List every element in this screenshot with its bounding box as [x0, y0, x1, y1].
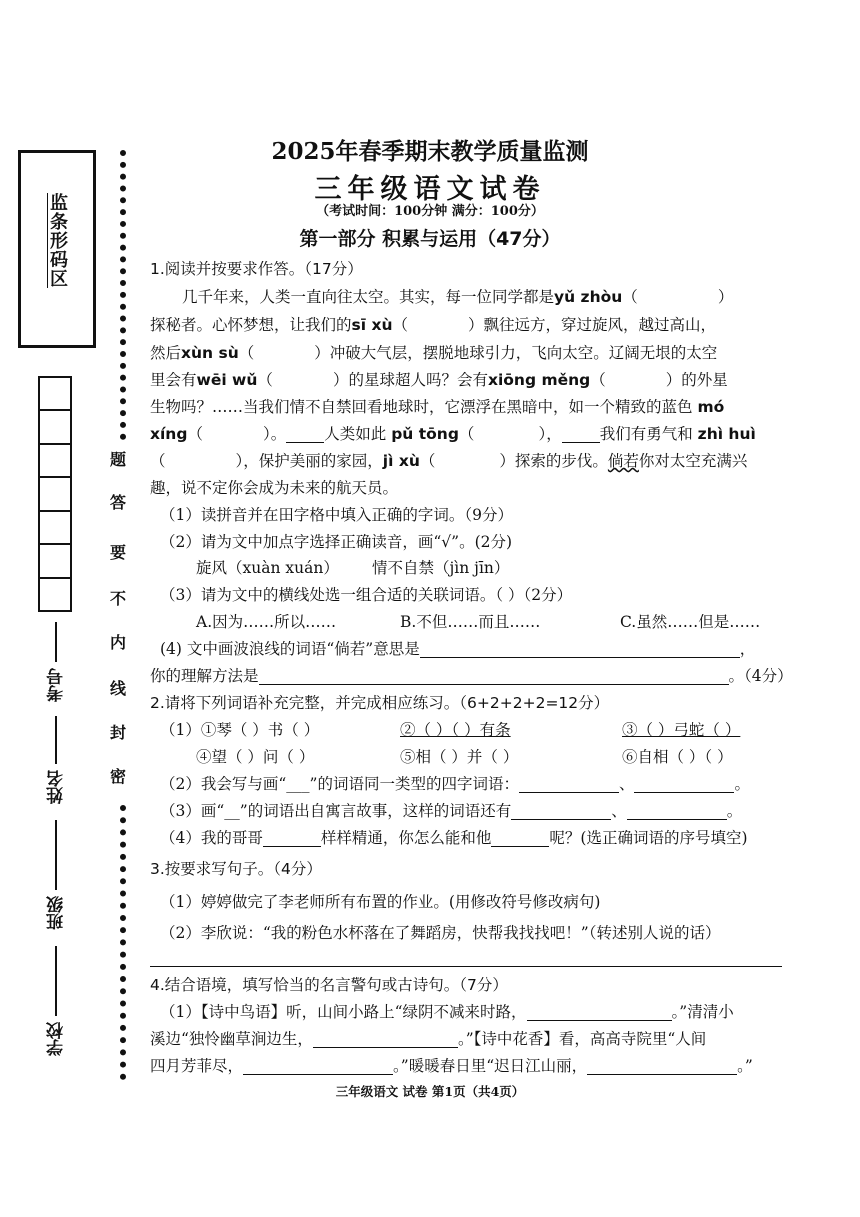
q1-passage-line: 里会有wēi wǔ（ ）的星球超人吗？会有xiōng měng（ ）的外星 [150, 371, 728, 389]
q1-option-a: A.因为……所以…… [196, 613, 337, 631]
q4-line: （1）【诗中鸟语】听，山间小路上“绿阴不减来时路， 。”清清小 [160, 1003, 734, 1021]
class-line [55, 946, 57, 1016]
q1-passage-line: 然后xùn sù（ ）冲破大气层，摆脱地球引力，飞向太空。辽阔无垠的太空 [150, 344, 718, 362]
q1-sub2-option: 旋风（xuàn xuán） [196, 559, 339, 577]
q2-row2-c: ⑥自相（ ）（ ） [622, 748, 733, 766]
q1-sub3: （3）请为文中的横线处选一组合适的关联词语。（ ）（2分） [160, 586, 573, 604]
q2-title: 2.请将下列词语补充完整，并完成相应练习。（6+2+2+2=12分） [150, 694, 610, 712]
q2-sub3: （3）画“__”的词语出自寓言故事，这样的词语还有 、 。 [160, 802, 743, 820]
seal-char: 线 [110, 679, 127, 698]
q2-row2-a: ④望（ ）问（ ） [196, 748, 315, 766]
seal-char: 要 [110, 543, 127, 562]
q2-row1-b: ②（ ）（ ）有条 [400, 721, 511, 739]
name-label: 姓名 [47, 770, 67, 804]
exam-number-grid [38, 376, 72, 612]
seal-char: 不 [110, 589, 127, 608]
exam-no-line-top [55, 622, 57, 662]
q3-sub1: （1）婷婷做完了李老师所有布置的作业。(用修改符号修改病句) [160, 893, 601, 911]
page-footer: 三年级语文 试卷 第1页（共4页） [335, 1084, 525, 1099]
q4-title: 4.结合语境，填写恰当的名言警句或古诗句。（7分） [150, 976, 508, 994]
q2-row2-b: ⑤相（ ）并（ ） [400, 748, 519, 766]
q3-title: 3.按要求写句子。（4分） [150, 860, 322, 878]
q1-sub4: (4) 文中画波浪线的词语“倘若”意思是 ， [160, 640, 756, 658]
q2-row1-a: （1）①琴（ ）书（ ） [160, 721, 320, 739]
part-title: 第一部分 积累与运用（47分） [299, 228, 561, 250]
exam-info: （考试时间：100分钟 满分：100分） [316, 204, 544, 219]
class-label: 班级 [47, 896, 67, 930]
q1-passage-line: （ ），保护美丽的家园，jì xù（ ）探索的步伐。倘若你对太空充满兴 [150, 452, 748, 470]
q1-passage-line: 趣，说不定你会成为未来的航天员。 [150, 479, 399, 497]
q2-row1-c: ③（ ）弓蛇（ ） [622, 721, 741, 739]
seal-char: 答 [110, 493, 127, 512]
exam-subtitle: 三年级语文试卷 [314, 174, 546, 205]
q1-option-b: B.不但……而且…… [400, 613, 541, 631]
q1-passage-line: xíng（ ）。 人类如此 pǔ tōng（ ）， 我们有勇气和 zhì huì [150, 425, 756, 443]
name-line [55, 820, 57, 890]
seal-char: 内 [110, 633, 127, 652]
q2-sub4: （4）我的哥哥 样样精通，你怎么能和他 呢？(选正确词语的序号填空) [160, 829, 748, 847]
q1-sub2: （2）请为文中加点字选择正确读音，画“√”。(2分) [160, 533, 513, 551]
q1-title: 1.阅读并按要求作答。（17分） [150, 260, 363, 278]
q1-option-c: C.虽然……但是…… [620, 613, 761, 631]
school-label: 学校 [47, 1022, 67, 1056]
q4-line: 四月芳菲尽， 。”暖暖春日里“迟日江山丽， 。” [150, 1057, 753, 1075]
q1-passage-line: 生物吗？……当我们情不自禁回看地球时，它漂浮在黑暗中，如一个精致的蓝色 mó [150, 398, 725, 416]
exam-no-line-bottom [55, 716, 57, 764]
seal-char: 封 [110, 723, 127, 742]
q1-sub2-option: 情不自禁（jìn jīn） [372, 559, 510, 577]
q2-sub2: （2）我会写与画“___”的词语同一类型的四字词语： 、 。 [160, 775, 750, 793]
seal-dotted-line-bottom [120, 805, 126, 1080]
q1-passage-line: 几千年来，人类一直向往太空。其实，每一位同学都是yǔ zhòu（ ） [182, 288, 734, 306]
exam-no-label: 考号 [47, 668, 67, 702]
exam-title: 2025年春季期末教学质量监测 [271, 138, 589, 165]
seal-char: 题 [110, 450, 127, 469]
q1-passage-line: 探秘者。心怀梦想，让我们的sī xù（ ）飘往远方，穿过旋风，越过高山， [150, 316, 717, 334]
barcode-label: 监条形码区 [47, 193, 68, 288]
q1-sub1: （1）读拼音并在田字格中填入正确的字词。（9分） [160, 506, 513, 524]
q4-line: 溪边“独怜幽草涧边生， 。”【诗中花香】看，高高寺院里“人间 [150, 1030, 707, 1048]
q3-answer-line [150, 966, 782, 967]
q3-sub2: （2）李欣说：“我的粉色水杯落在了舞蹈房，快帮我找找吧！”（转述别人说的话） [160, 924, 721, 942]
seal-char: 密 [110, 767, 127, 786]
q1-sub4-method: 你的理解方法是 。（4分） [150, 667, 793, 685]
